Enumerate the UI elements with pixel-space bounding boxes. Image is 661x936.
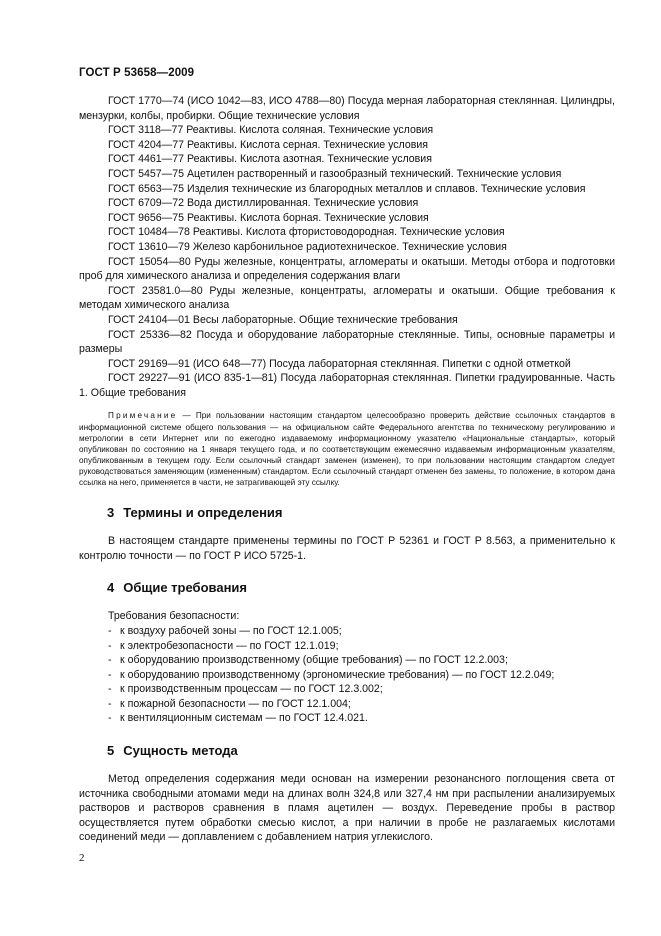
reference-item: ГОСТ 29169—91 (ИСО 648—77) Посуда лабораторная стеклянная. Пипетки с одной отметкой [108,357,571,370]
reference-item: ГОСТ 9656—75 Реактивы. Кислота борная. Технические условия [108,211,429,224]
section-5-text: Метод определения содержания меди основан на измерении резонансного поглощения света от источника свободными атомами меди на длинах волн 324,8 или 327,4 нм при распылении анализируемых растворов и растворов сравнения в пламя ацетилен — воздух. Переведение пробы в раствор осуществляется путем обработки смесью кислот, а при наличии в пробе не разлагаемых кислотами соединений меди — доплавлением с добавлением натрия углекислого. [79,773,615,844]
reference-item: ГОСТ 13610—79 Железо карбонильное радиотехническое. Технические условия [108,240,507,253]
reference-item: ГОСТ 4461—77 Реактивы. Кислота азотная. Технические условия [108,153,432,166]
section-4-heading [79,579,615,597]
section-5-number: 5 [107,743,115,759]
reference-item: ГОСТ 23581.0—80 Руды железные, концентраты, агломераты и окатыши. Общие требования к методам химического анализа [79,284,615,312]
section-3-text: В настоящем стандарте применены термины по ГОСТ Р 52361 и ГОСТ Р 8.563, а применительно к контролю точности — по ГОСТ Р ИСО 5725-1. [79,535,615,562]
reference-item: ГОСТ 1770—74 (ИСО 1042—83, ИСО 4788—80) Посуда мерная лабораторная стеклянная. Цилиндры, мензурки, колбы, пробирки. Общие технические условия [79,95,615,122]
section-5-heading [79,742,615,760]
list-item: - к оборудованию производственному (эргономические требования) — по ГОСТ 12.2.049; [108,668,555,681]
section-3-heading [79,504,615,522]
list-item: - к оборудованию производственному (общие требования) — по ГОСТ 12.2.003; [108,654,508,667]
reference-item: ГОСТ 29227—91 (ИСО 835-1—81) Посуда лабораторная стеклянная. Пипетки градуированные. Часть 1. Общие требования [79,372,615,399]
section-4-number: 4 [107,580,115,596]
section-3-number: 3 [107,505,115,521]
reference-item: ГОСТ 6709—72 Вода дистиллированная. Технические условия [108,197,419,210]
document-header: ГОСТ Р 53658—2009 [79,67,195,79]
note-label: Примечание [108,411,178,421]
safety-requirements-list [79,624,615,726]
list-item: - к производственным процессам — по ГОСТ 12.3.002; [108,683,383,696]
list-item: - к воздуху рабочей зоны — по ГОСТ 12.1.005; [108,624,342,637]
reference-item: ГОСТ 15054—80 Руды железные, концентраты, агломераты и окатыши. Методы отбора и подготовки проб для химического анализа и определения содержания влаги [79,255,615,283]
section-4-intro: Требования безопасности: [108,610,240,623]
section-4-title: Общие требования [123,580,247,596]
note-text: — При пользовании настоящим стандартом целесообразно проверить действие ссылочных стандартов в информационной системе общего пользования — на официальном сайте Федерального агентства по техническому регулированию и метрологии в сети Интернет или по ежегодно издаваемому информационному указателю «Национальные стандарты», который опубликован по состоянию на 1 января текущего года, и по соответствующим ежемесячно издаваемым информационным указателям, опубликованным в текущем году. Если ссылочный стандарт заменен (изменен), то при пользовании настоящим стандартом следует руководствоваться заменяющим (измененным) стандартом. Если ссылочный стандарт отменен без замены, то положение, в котором дана ссылка на него, применяется в части, не затрагивающей эту ссылку. [79,411,615,488]
page-number: 2 [79,852,85,864]
list-item: - к электробезопасности — по ГОСТ 12.1.019; [108,639,339,652]
page-content [79,94,615,845]
reference-item: ГОСТ 10484—78 Реактивы. Кислота фтористоводородная. Технические условия [108,226,505,239]
references-list [79,94,615,400]
list-item: - к пожарной безопасности — по ГОСТ 12.1.004; [108,697,351,710]
reference-item: ГОСТ 24104—01 Весы лабораторные. Общие технические требования [108,313,458,326]
section-3-title: Термины и определения [123,505,283,521]
reference-item: ГОСТ 6563—75 Изделия технические из благородных металлов и сплавов. Технические условия [108,182,586,195]
reference-item: ГОСТ 3118—77 Реактивы. Кислота соляная. Технические условия [108,124,434,137]
note-paragraph [79,410,615,488]
reference-item: ГОСТ 5457—75 Ацетилен растворенный и газообразный технический. Технические условия [108,167,562,180]
section-5-title: Сущность метода [123,743,238,759]
reference-item: ГОСТ 4204—77 Реактивы. Кислота серная. Технические условия [108,138,429,151]
list-item: - к вентиляционным системам — по ГОСТ 12.4.021. [108,712,368,725]
reference-item: ГОСТ 25336—82 Посуда и оборудование лабораторные стеклянные. Типы, основные параметры и размеры [79,328,615,356]
